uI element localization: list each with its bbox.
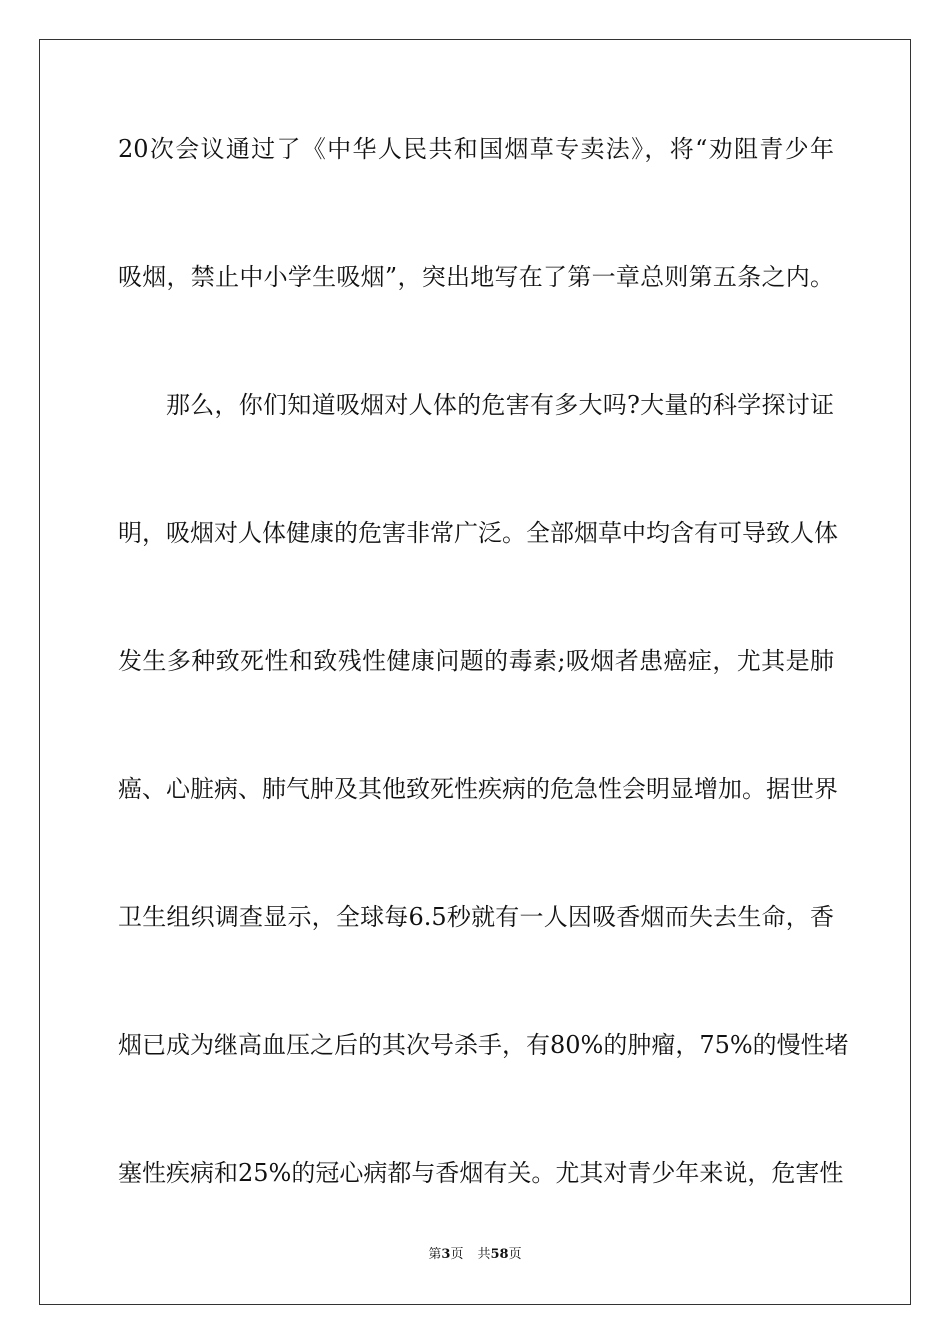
text-line-9: 塞性疾病和25%的冠心病都与香烟有关。尤其对青少年来说，危害性: [118, 1159, 844, 1187]
footer-total-pages: 58: [490, 1247, 509, 1262]
text-line-7: 卫生组织调查显示，全球每6.5秒就有一人因吸香烟而失去生命，香: [118, 903, 834, 931]
footer-page-suffix: 页: [450, 1247, 464, 1262]
text-line-3: 那么，你们知道吸烟对人体的危害有多大吗?大量的科学探讨证: [166, 391, 834, 419]
text-line-1: 20次会议通过了《中华人民共和国烟草专卖法》，将“劝阻青少年: [118, 135, 834, 163]
footer-total-suffix: 页: [508, 1247, 522, 1262]
footer-page-number: 3: [441, 1247, 451, 1262]
footer-total-prefix: 共: [477, 1247, 491, 1262]
text-line-2: 吸烟，禁止中小学生吸烟”，突出地写在了第一章总则第五条之内。: [118, 263, 834, 291]
text-line-6: 癌、心脏病、肺气肿及其他致死性疾病的危急性会明显增加。据世界: [118, 775, 838, 803]
text-line-4: 明，吸烟对人体健康的危害非常广泛。全部烟草中均含有可导致人体: [118, 519, 838, 547]
page-footer: [0, 1246, 950, 1264]
footer-page-prefix: 第: [428, 1247, 442, 1262]
text-line-5: 发生多种致死性和致残性健康问题的毒素;吸烟者患癌症，尤其是肺: [118, 647, 834, 675]
text-line-8: 烟已成为继高血压之后的其次号杀手，有80%的肿瘤，75%的慢性堵: [118, 1031, 849, 1059]
